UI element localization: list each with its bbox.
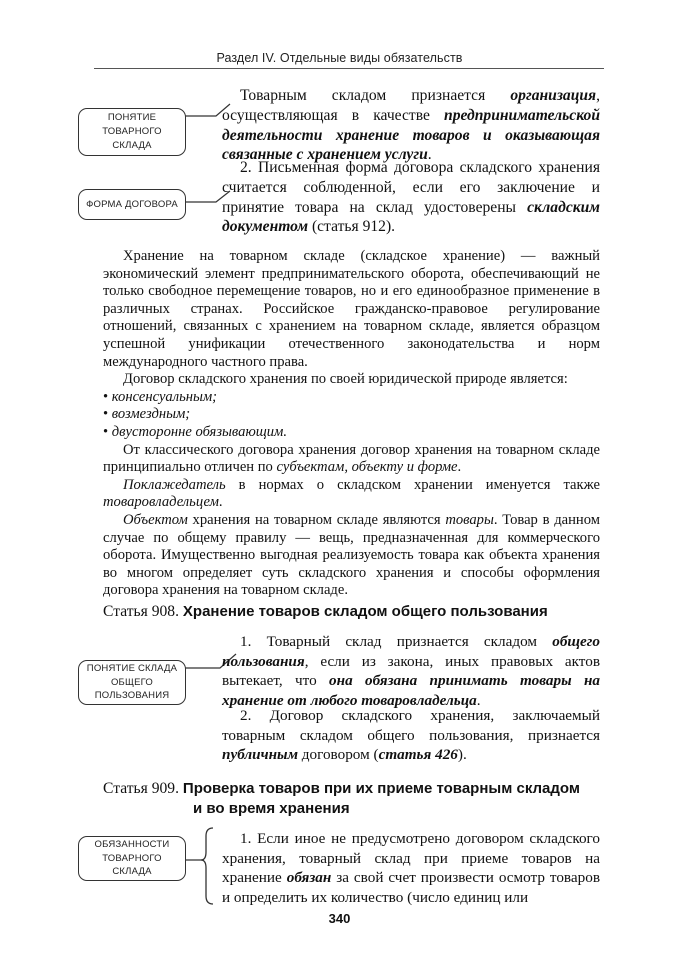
article-number: Статья 909. [103,780,180,797]
list-item: • двусторонне обязывающим. [103,424,600,442]
code-paragraph-2: 2. Письменная форма договора складского хранения считается соблюденной, если его заключение и принятие товара на склад удостоверены складским документом (статья 912). [222,159,600,236]
list-item: • возмездным; [103,406,600,424]
list-item: • консенсуальным; [103,389,600,407]
commentary [103,248,600,600]
commentary-paragraph-5: Объектом хранения на товарном складе являются товары. Товар в данном случае по общему правилу — вещь, предназначенная для коммерческого оборота. Имущественно выгодная реализуемость товара как объекта хранения во многом определяет суть складского хранения и способы оформления договора хранения на товарном складе. [103,511,600,599]
commentary-paragraph-2: Договор складского хранения по своей юридической природе является: [123,371,568,388]
article-908-paragraph-2: 2. Договор складского хранения, заключаемый товарным складом общего пользования, признается публичным договором (статья 426). [222,707,600,764]
running-header: Раздел IV. Отдельные виды обязательств [216,51,463,65]
article-number: Статья 908. [103,603,180,620]
note-public-warehouse: ПОНЯТИЕ СКЛАДА ОБЩЕГО ПОЛЬЗОВАНИЯ [78,660,186,705]
article-title: Хранение товаров складом общего пользования [182,603,548,620]
article-908-paragraph-1: 1. Товарный склад признается складом общего пользования, если из закона, иных правовых актов вытекает, что она обязана принимать товары на хранение от любого товаровладельца. [222,633,600,709]
code-paragraph-1: Товарным складом признается организация, осуществляющая в качестве предпринимательской деятельности хранение товаров и оказывающая связанные с хранением услуги. [222,87,600,164]
article-title-continued: и во время хранения [193,799,350,817]
nature-list [103,389,600,442]
commentary-paragraph-3: От классического договора хранения договор хранения на товарном складе принципиально отличен по субъектам, объекту и форме. [103,441,600,476]
article-908-heading [103,602,603,622]
note-warehouse-duties: ОБЯЗАННОСТИ ТОВАРНОГО СКЛАДА [78,836,186,881]
page-number: 340 [328,911,351,926]
commentary-paragraph-4: Поклажедатель в нормах о складском хранении именуется также товаровладельцем. [103,476,600,511]
duties-brace [201,828,213,904]
commentary-paragraph-1: Хранение на товарном складе (складское хранение) — важный экономический элемент предпринимательского оборота, обеспечивающий не только свободное перемещение товаров, но и его единообразное применение в различных странах. Российское гражданско-правовое регулирование отношений, связанных с хранением на товарном складе, является образцом успешной унификации отечественного законодательства и норм международного частного права. [103,248,600,370]
note-contract-form: ФОРМА ДОГОВОРА [78,189,186,220]
article-909-paragraph-1: 1. Если иное не предусмотрено договором складского хранения, товарный склад при приеме товаров на хранение обязан за свой счет произвести осмотр товаров и определить их количество (число единиц или [222,830,601,906]
note-concept-warehouse: ПОНЯТИЕ ТОВАРНОГО СКЛАДА [78,108,186,156]
article-909-heading [103,779,603,819]
article-title: Проверка товаров при их приеме товарным складом [182,780,580,797]
